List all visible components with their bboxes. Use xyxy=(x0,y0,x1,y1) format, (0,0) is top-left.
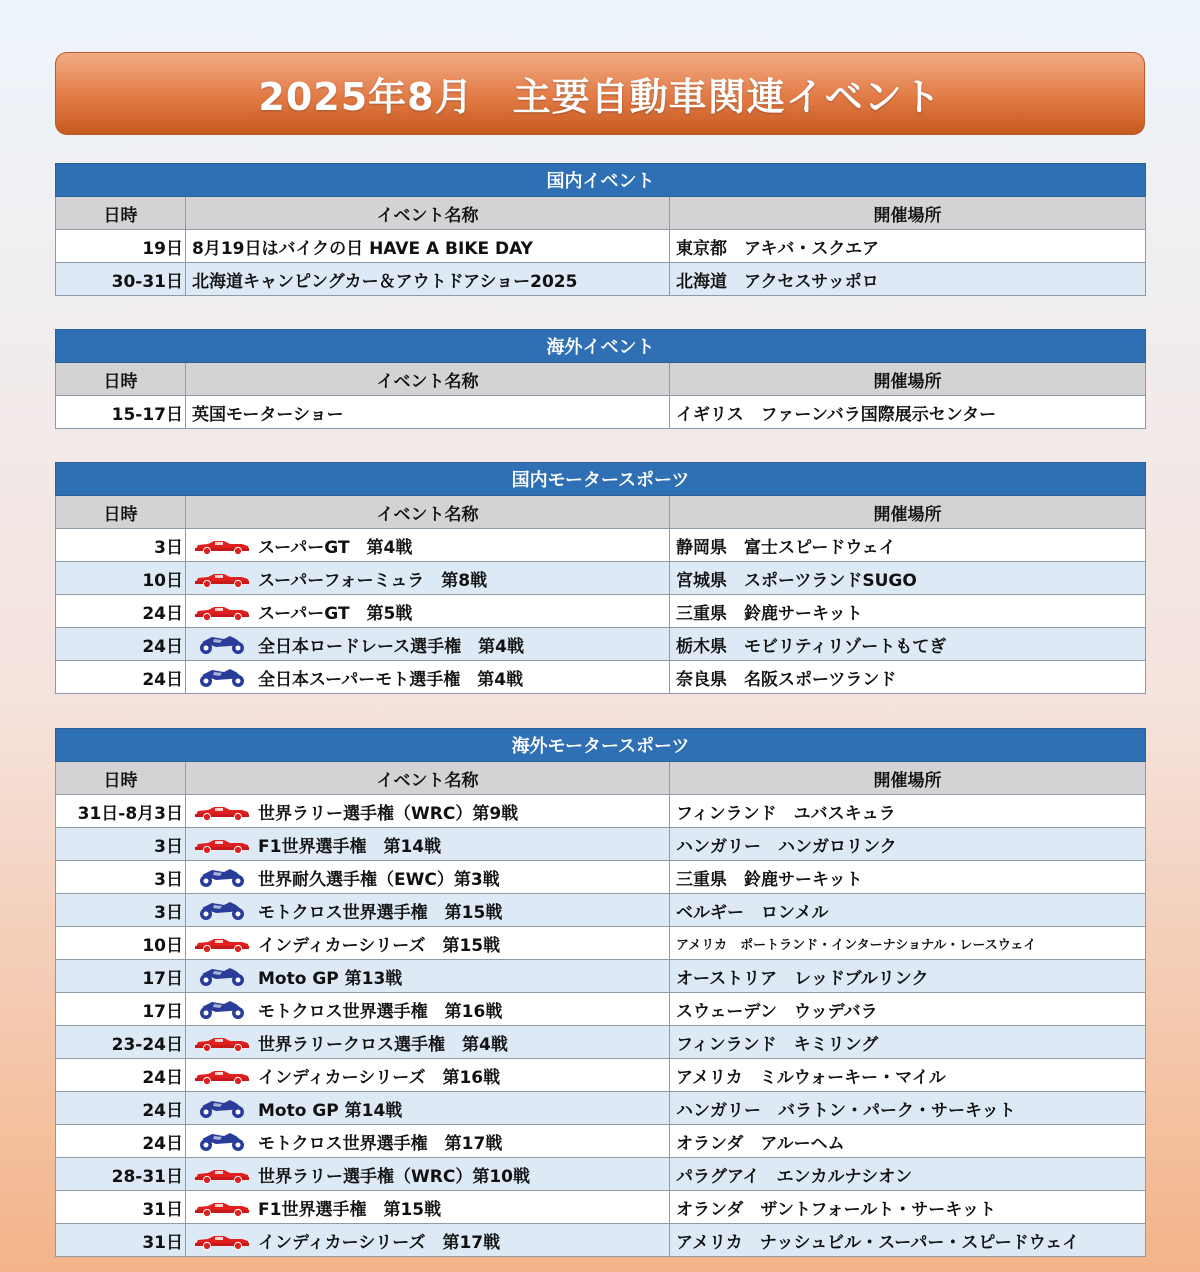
event-date: 19日 xyxy=(56,230,186,263)
event-date: 31日 xyxy=(56,1224,186,1257)
section-title: 国内イベント xyxy=(56,164,1146,197)
event-place: オーストリア レッドブルリンク xyxy=(670,960,1146,993)
motorcycle-icon xyxy=(194,899,250,921)
event-name: 世界ラリークロス選手権 第4戦 xyxy=(258,1034,508,1055)
car-icon xyxy=(194,1064,250,1086)
event-name: 全日本スーパーモト選手権 第4戦 xyxy=(258,669,524,690)
motorcycle-icon xyxy=(194,998,250,1020)
event-place: ベルギー ロンメル xyxy=(670,894,1146,927)
event-place: スウェーデン ウッデバラ xyxy=(670,993,1146,1026)
table-row xyxy=(56,661,1146,694)
event-name: 世界耐久選手権（EWC）第3戦 xyxy=(258,869,500,890)
event-name: 全日本ロードレース選手権 第4戦 xyxy=(258,636,524,657)
table-row xyxy=(56,1224,1146,1257)
event-name: F1世界選手権 第15戦 xyxy=(258,1199,442,1220)
event-place: オランダ ザントフォールト・サーキット xyxy=(670,1191,1146,1224)
column-header-place: 開催場所 xyxy=(670,762,1146,795)
event-name: スーパーGT 第5戦 xyxy=(258,603,413,624)
event-name: Moto GP 第13戦 xyxy=(258,968,403,989)
column-header-name: イベント名称 xyxy=(186,496,670,529)
event-name: モトクロス世界選手権 第16戦 xyxy=(258,1001,503,1022)
motorcycle-icon xyxy=(194,1130,250,1152)
event-name: Moto GP 第14戦 xyxy=(258,1100,403,1121)
table-row xyxy=(56,960,1146,993)
event-date: 31日-8月3日 xyxy=(56,795,186,828)
event-date: 17日 xyxy=(56,960,186,993)
section-1 xyxy=(55,163,1145,296)
event-date: 30-31日 xyxy=(56,263,186,296)
car-icon xyxy=(194,600,250,622)
event-date: 24日 xyxy=(56,1125,186,1158)
column-header-place: 開催場所 xyxy=(670,363,1146,396)
car-icon xyxy=(194,800,250,822)
car-icon xyxy=(194,1229,250,1251)
event-name: インディカーシリーズ 第15戦 xyxy=(258,935,501,956)
page-title: 2025年8月 主要自動車関連イベント xyxy=(55,52,1145,135)
car-icon xyxy=(194,1196,250,1218)
event-place: ハンガリー バラトン・パーク・サーキット xyxy=(670,1092,1146,1125)
event-date: 10日 xyxy=(56,927,186,960)
event-place: 三重県 鈴鹿サーキット xyxy=(670,595,1146,628)
events-table xyxy=(55,462,1146,694)
event-name: インディカーシリーズ 第17戦 xyxy=(258,1232,501,1253)
motorcycle-icon xyxy=(194,965,250,987)
column-header-date: 日時 xyxy=(56,197,186,230)
section-title: 国内モータースポーツ xyxy=(56,463,1146,496)
event-place: 東京都 アキバ・スクエア xyxy=(670,230,1146,263)
column-header-date: 日時 xyxy=(56,496,186,529)
event-name: 英国モーターショー xyxy=(192,404,344,425)
car-icon xyxy=(194,833,250,855)
section-3 xyxy=(55,462,1145,694)
table-row xyxy=(56,927,1146,960)
section-4 xyxy=(55,728,1145,1257)
event-place: ハンガリー ハンガロリンク xyxy=(670,828,1146,861)
event-name: F1世界選手権 第14戦 xyxy=(258,836,442,857)
event-name: スーパーGT 第4戦 xyxy=(258,537,413,558)
event-date: 3日 xyxy=(56,529,186,562)
events-table xyxy=(55,728,1146,1257)
event-place: 栃木県 モビリティリゾートもてぎ xyxy=(670,628,1146,661)
event-place: 宮城県 スポーツランドSUGO xyxy=(670,562,1146,595)
section-2 xyxy=(55,329,1145,429)
column-header-date: 日時 xyxy=(56,363,186,396)
event-date: 24日 xyxy=(56,628,186,661)
event-name: 8月19日はバイクの日 HAVE A BIKE DAY xyxy=(192,238,533,259)
event-place: アメリカ ナッシュビル・スーパー・スピードウェイ xyxy=(670,1224,1146,1257)
car-icon xyxy=(194,534,250,556)
event-date: 24日 xyxy=(56,1092,186,1125)
event-place: アメリカ ポートランド・インターナショナル・レースウェイ xyxy=(670,927,1146,960)
event-date: 24日 xyxy=(56,1059,186,1092)
column-header-place: 開催場所 xyxy=(670,197,1146,230)
event-date: 3日 xyxy=(56,828,186,861)
event-place: パラグアイ エンカルナシオン xyxy=(670,1158,1146,1191)
column-header-date: 日時 xyxy=(56,762,186,795)
event-name: スーパーフォーミュラ 第8戦 xyxy=(258,570,488,591)
column-header-name: イベント名称 xyxy=(186,363,670,396)
table-row xyxy=(56,595,1146,628)
event-date: 3日 xyxy=(56,861,186,894)
event-date: 28-31日 xyxy=(56,1158,186,1191)
event-name: モトクロス世界選手権 第15戦 xyxy=(258,902,503,923)
table-row xyxy=(56,1092,1146,1125)
column-header-name: イベント名称 xyxy=(186,197,670,230)
event-date: 17日 xyxy=(56,993,186,1026)
table-row xyxy=(56,993,1146,1026)
table-row xyxy=(56,795,1146,828)
motorcycle-icon xyxy=(194,866,250,888)
event-date: 24日 xyxy=(56,595,186,628)
table-row xyxy=(56,230,1146,263)
table-row xyxy=(56,1125,1146,1158)
column-header-name: イベント名称 xyxy=(186,762,670,795)
event-place: アメリカ ミルウォーキー・マイル xyxy=(670,1059,1146,1092)
table-row xyxy=(56,828,1146,861)
event-date: 31日 xyxy=(56,1191,186,1224)
section-title: 海外イベント xyxy=(56,330,1146,363)
event-name: 世界ラリー選手権（WRC）第10戦 xyxy=(258,1166,530,1187)
table-row xyxy=(56,1191,1146,1224)
table-row xyxy=(56,628,1146,661)
event-place: フィンランド ユバスキュラ xyxy=(670,795,1146,828)
car-icon xyxy=(194,567,250,589)
event-place: 三重県 鈴鹿サーキット xyxy=(670,861,1146,894)
table-row xyxy=(56,562,1146,595)
table-row xyxy=(56,529,1146,562)
table-row xyxy=(56,894,1146,927)
table-row xyxy=(56,396,1146,429)
events-table xyxy=(55,329,1146,429)
event-place: 静岡県 富士スピードウェイ xyxy=(670,529,1146,562)
event-place: 北海道 アクセスサッポロ xyxy=(670,263,1146,296)
event-name: モトクロス世界選手権 第17戦 xyxy=(258,1133,503,1154)
car-icon xyxy=(194,932,250,954)
events-table xyxy=(55,163,1146,296)
section-title: 海外モータースポーツ xyxy=(56,729,1146,762)
event-date: 24日 xyxy=(56,661,186,694)
motorcycle-icon xyxy=(194,1097,250,1119)
event-place: オランダ アルーヘム xyxy=(670,1125,1146,1158)
car-icon xyxy=(194,1031,250,1053)
event-place: イギリス ファーンバラ国際展示センター xyxy=(670,396,1146,429)
event-date: 23-24日 xyxy=(56,1026,186,1059)
column-header-place: 開催場所 xyxy=(670,496,1146,529)
event-name: インディカーシリーズ 第16戦 xyxy=(258,1067,501,1088)
event-name: 北海道キャンピングカー＆アウトドアショー2025 xyxy=(192,271,578,292)
table-row xyxy=(56,861,1146,894)
motorcycle-icon xyxy=(194,633,250,655)
table-row xyxy=(56,1059,1146,1092)
table-row xyxy=(56,1158,1146,1191)
table-row xyxy=(56,1026,1146,1059)
car-icon xyxy=(194,1163,250,1185)
event-date: 3日 xyxy=(56,894,186,927)
event-name: 世界ラリー選手権（WRC）第9戦 xyxy=(258,803,519,824)
motorcycle-icon xyxy=(194,666,250,688)
event-place: 奈良県 名阪スポーツランド xyxy=(670,661,1146,694)
event-date: 10日 xyxy=(56,562,186,595)
event-date: 15-17日 xyxy=(56,396,186,429)
table-row xyxy=(56,263,1146,296)
event-place: フィンランド キミリング xyxy=(670,1026,1146,1059)
